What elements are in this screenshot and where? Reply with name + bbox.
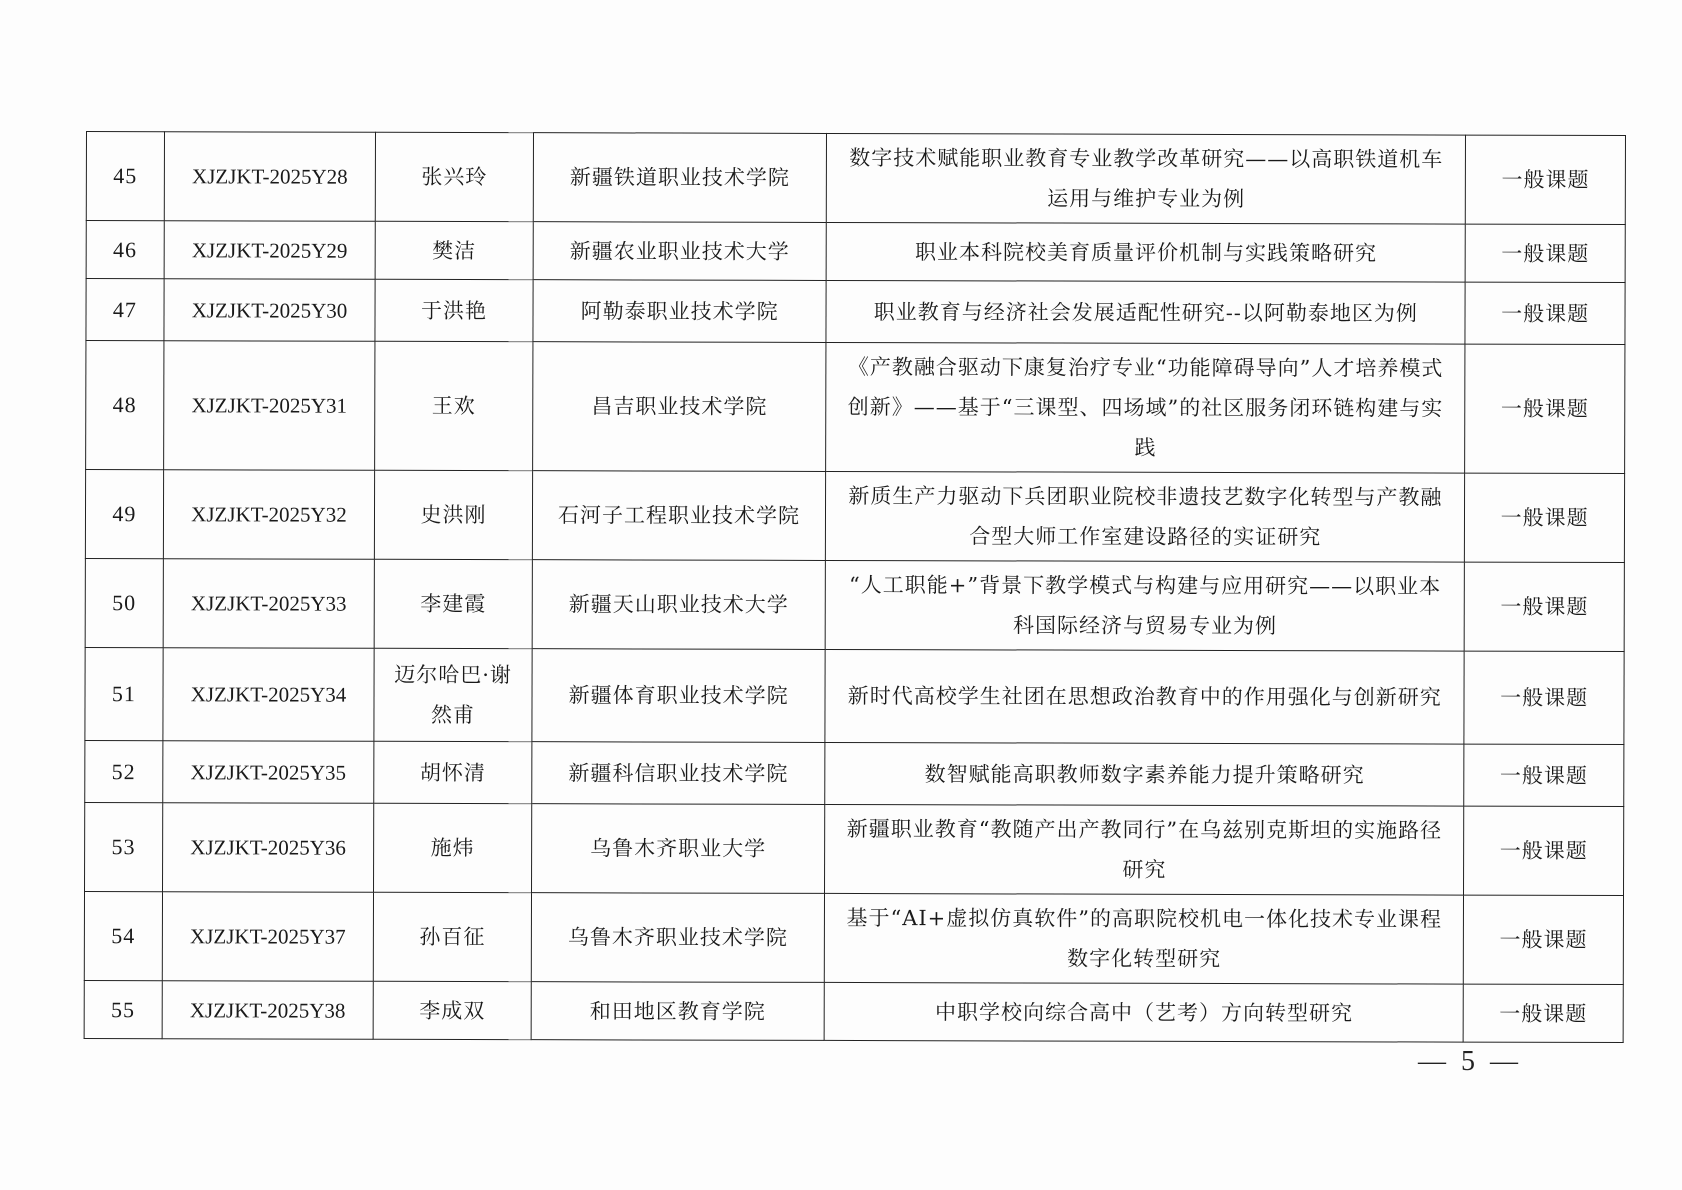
project-category: 一般课题 [1464,651,1624,744]
institution: 新疆科信职业技术学院 [532,742,826,805]
project-category: 一般课题 [1464,562,1624,651]
row-number: 55 [84,980,162,1038]
project-title: 数字技术赋能职业教育专业教学改革研究——以高职铁道机车运用与维护专业为例 [827,133,1466,224]
principal-name: 李成双 [373,981,531,1039]
table-row [85,647,1624,744]
project-code: XJZJKT-2025Y28 [164,132,376,222]
project-code: XJZJKT-2025Y29 [164,221,376,280]
project-category: 一般课题 [1465,282,1625,344]
principal-name: 张兴玲 [375,132,533,221]
principal-name: 胡怀清 [374,741,532,803]
project-category: 一般课题 [1463,984,1623,1042]
row-number: 52 [85,740,163,802]
principal-name: 施炜 [374,803,532,892]
project-title: 职业本科院校美育质量评价机制与实践策略研究 [826,222,1465,282]
project-title: 基于“AI+虚拟仿真软件”的高职院校机电一体化技术专业课程数字化转型研究 [825,893,1464,984]
project-title: 新质生产力驱动下兵团职业院校非遗技艺数字化转型与产教融合型大师工作室建设路径的实证研究 [826,471,1465,562]
page-number: — 5 — [1418,1046,1522,1077]
project-category: 一般课题 [1465,473,1625,562]
institution: 阿勒泰职业技术学院 [533,280,827,343]
institution: 昌吉职业技术学院 [532,342,826,472]
row-number: 48 [86,341,164,470]
project-category: 一般课题 [1464,806,1624,895]
row-number: 49 [85,470,163,559]
table-row [85,558,1624,651]
principal-name: 迈尔哈巴·谢然甫 [374,648,532,741]
principal-name: 于洪艳 [375,279,533,341]
project-title: 新时代高校学生社团在思想政治教育中的作用强化与创新研究 [825,649,1464,744]
institution: 新疆农业职业技术大学 [533,222,827,281]
principal-name: 樊洁 [375,221,533,279]
row-number: 46 [86,221,164,279]
table-row [85,740,1624,806]
table-row [86,341,1625,474]
institution: 新疆天山职业技术大学 [532,560,826,650]
project-title: 新疆职业教育“教随产出产教同行”在乌兹别克斯坦的实施路径研究 [825,804,1464,895]
project-code: XJZJKT-2025Y38 [162,981,374,1040]
institution: 乌鲁木齐职业大学 [531,804,825,894]
project-title: 职业教育与经济社会发展适配性研究--以阿勒泰地区为例 [826,280,1465,344]
table-row [86,132,1625,225]
table-row [84,891,1623,984]
project-title: 数智赋能高职教师数字素养能力提升策略研究 [825,742,1464,806]
project-code: XJZJKT-2025Y33 [163,559,375,649]
project-category: 一般课题 [1464,744,1624,806]
row-number: 54 [84,891,162,980]
project-code: XJZJKT-2025Y35 [162,741,374,804]
row-number: 47 [86,279,164,341]
project-category: 一般课题 [1464,895,1624,984]
principal-name: 史洪刚 [375,470,533,559]
project-title: 中职学校向综合高中（艺考）方向转型研究 [824,982,1463,1042]
institution: 和田地区教育学院 [531,982,825,1041]
principal-name: 李建霞 [374,559,532,648]
table-row [85,470,1624,563]
institution: 新疆体育职业技术学院 [532,649,826,743]
table-row [84,980,1623,1042]
institution: 石河子工程职业技术学院 [532,471,826,561]
project-category: 一般课题 [1465,344,1625,473]
project-category: 一般课题 [1465,224,1625,282]
project-title: “人工职能+”背景下教学模式与构建与应用研究——以职业本科国际经济与贸易专业为例 [825,560,1464,651]
table-row [86,221,1625,283]
row-number: 53 [85,802,163,891]
project-title: 《产教融合驱动下康复治疗专业“功能障碍导向”人才培养模式创新》——基于“三课型、四场域”的社区服务闭环链构建与实践 [826,342,1465,473]
project-code: XJZJKT-2025Y36 [162,803,374,893]
table-row [85,802,1624,895]
project-table [84,131,1626,1043]
institution: 新疆铁道职业技术学院 [533,133,827,223]
principal-name: 王欢 [375,341,533,470]
project-category: 一般课题 [1466,135,1626,224]
project-code: XJZJKT-2025Y37 [162,892,374,982]
institution: 乌鲁木齐职业技术学院 [531,893,825,983]
row-number: 51 [85,647,163,740]
project-code: XJZJKT-2025Y31 [163,341,375,471]
project-code: XJZJKT-2025Y30 [164,279,376,342]
row-number: 50 [85,558,163,647]
project-code: XJZJKT-2025Y32 [163,470,375,560]
table-row [86,279,1625,345]
project-code: XJZJKT-2025Y34 [163,648,375,742]
principal-name: 孙百征 [374,892,532,981]
row-number: 45 [86,132,164,221]
